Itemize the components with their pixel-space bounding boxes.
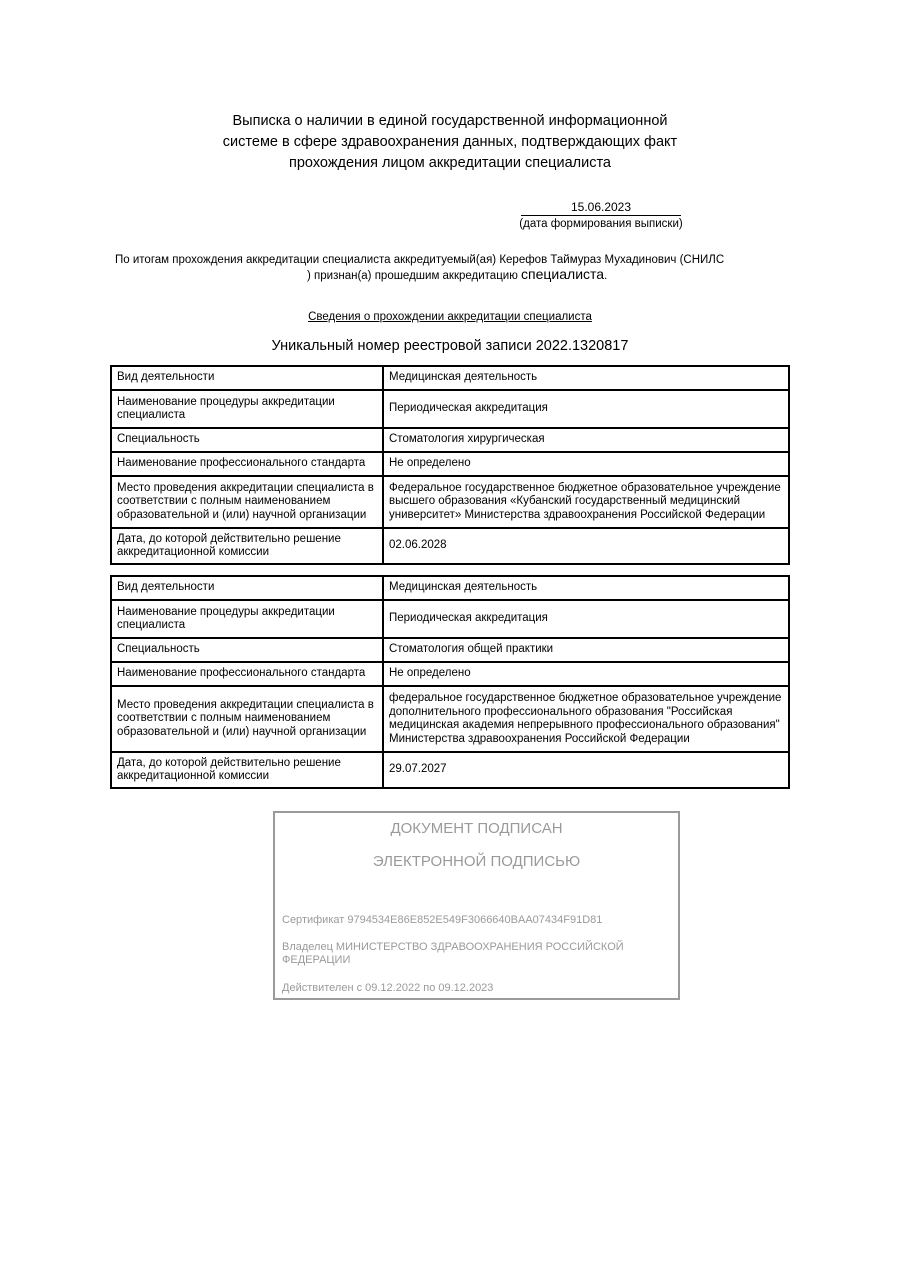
row-value: федеральное государственное бюджетное образовательное учреждение дополнительного профессионального образования "Российская медицинская академия непрерывного профессионального образования" Министерства здравоохранения Российской Федерации [383, 686, 789, 752]
electronic-signature-stamp [273, 811, 680, 1000]
row-key: Специальность [111, 428, 383, 452]
row-value: Медицинская деятельность [383, 366, 789, 390]
row-value: Периодическая аккредитация [383, 390, 789, 428]
intro-paragraph [115, 253, 795, 283]
intro-line-2 [115, 267, 795, 283]
table-row [111, 528, 789, 564]
table-row [111, 600, 789, 638]
row-key: Наименование профессионального стандарта [111, 452, 383, 476]
row-key: Вид деятельности [111, 366, 383, 390]
row-value: Не определено [383, 662, 789, 686]
row-key: Дата, до которой действительно решение аккредитационной комиссии [111, 752, 383, 788]
registry-number: Уникальный номер реестровой записи 2022.1320817 [271, 338, 629, 354]
row-value: Стоматология хирургическая [383, 428, 789, 452]
title-line: Выписка о наличии в единой государственной информационной [232, 113, 668, 129]
table-row [111, 366, 789, 390]
table-row [111, 752, 789, 788]
accreditation-table-2 [110, 575, 790, 789]
table-row [111, 662, 789, 686]
stamp-heading-2: ЭЛЕКТРОННОЙ ПОДПИСЬЮ [372, 853, 581, 870]
issue-date: 15.06.2023 [521, 201, 681, 216]
table-row [111, 576, 789, 600]
intro-line-2-suffix: . [604, 270, 608, 282]
row-key: Место проведения аккредитации специалиста в соответствии с полным наименованием образовательной и (или) научной организации [111, 686, 383, 752]
stamp-validity: Действителен с 09.12.2022 по 09.12.2023 [282, 982, 494, 994]
row-value: 02.06.2028 [383, 528, 789, 564]
row-key: Наименование процедуры аккредитации специалиста [111, 390, 383, 428]
row-key: Место проведения аккредитации специалиста в соответствии с полным наименованием образовательной и (или) научной организации [111, 476, 383, 528]
row-key: Специальность [111, 638, 383, 662]
row-value: Не определено [383, 452, 789, 476]
table-row [111, 390, 789, 428]
intro-specialist-word: специалиста [521, 266, 605, 282]
stamp-certificate: Сертификат 9794534E86E852E549F3066640BAA07434F91D81 [282, 914, 603, 926]
title-line: системе в сфере здравоохранения данных, подтверждающих факт [222, 134, 678, 150]
table-row [111, 428, 789, 452]
issue-date-caption: (дата формирования выписки) [519, 218, 683, 230]
row-key: Дата, до которой действительно решение аккредитационной комиссии [111, 528, 383, 564]
table-row [111, 686, 789, 752]
stamp-heading-1: ДОКУМЕНТ ПОДПИСАН [390, 820, 563, 837]
title-line: прохождения лицом аккредитации специалиста [289, 155, 611, 171]
row-value: Стоматология общей практики [383, 638, 789, 662]
table-row [111, 452, 789, 476]
row-key: Наименование профессионального стандарта [111, 662, 383, 686]
intro-line-1: По итогам прохождения аккредитации специалиста аккредитуемый(ая) Керефов Таймураз Мухадинович (СНИЛС [115, 254, 725, 266]
table-row [111, 638, 789, 662]
document-title [150, 111, 750, 174]
section-title: Сведения о прохождении аккредитации специалиста [308, 311, 592, 323]
row-value: 29.07.2027 [383, 752, 789, 788]
row-key: Вид деятельности [111, 576, 383, 600]
row-value: Периодическая аккредитация [383, 600, 789, 638]
table-row [111, 476, 789, 528]
accreditation-table-1 [110, 365, 790, 565]
row-value: Федеральное государственное бюджетное образовательное учреждение высшего образования «Кубанский государственный медицинский университет» Министерства здравоохранения Российской Федерации [383, 476, 789, 528]
row-key: Наименование процедуры аккредитации специалиста [111, 600, 383, 638]
intro-line-2-prefix: ) признан(а) прошедшим аккредитацию [307, 270, 522, 282]
stamp-owner: Владелец МИНИСТЕРСТВО ЗДРАВООХРАНЕНИЯ РОССИЙСКОЙ ФЕДЕРАЦИИ [282, 941, 624, 966]
row-value: Медицинская деятельность [383, 576, 789, 600]
issue-date-block [518, 201, 684, 231]
